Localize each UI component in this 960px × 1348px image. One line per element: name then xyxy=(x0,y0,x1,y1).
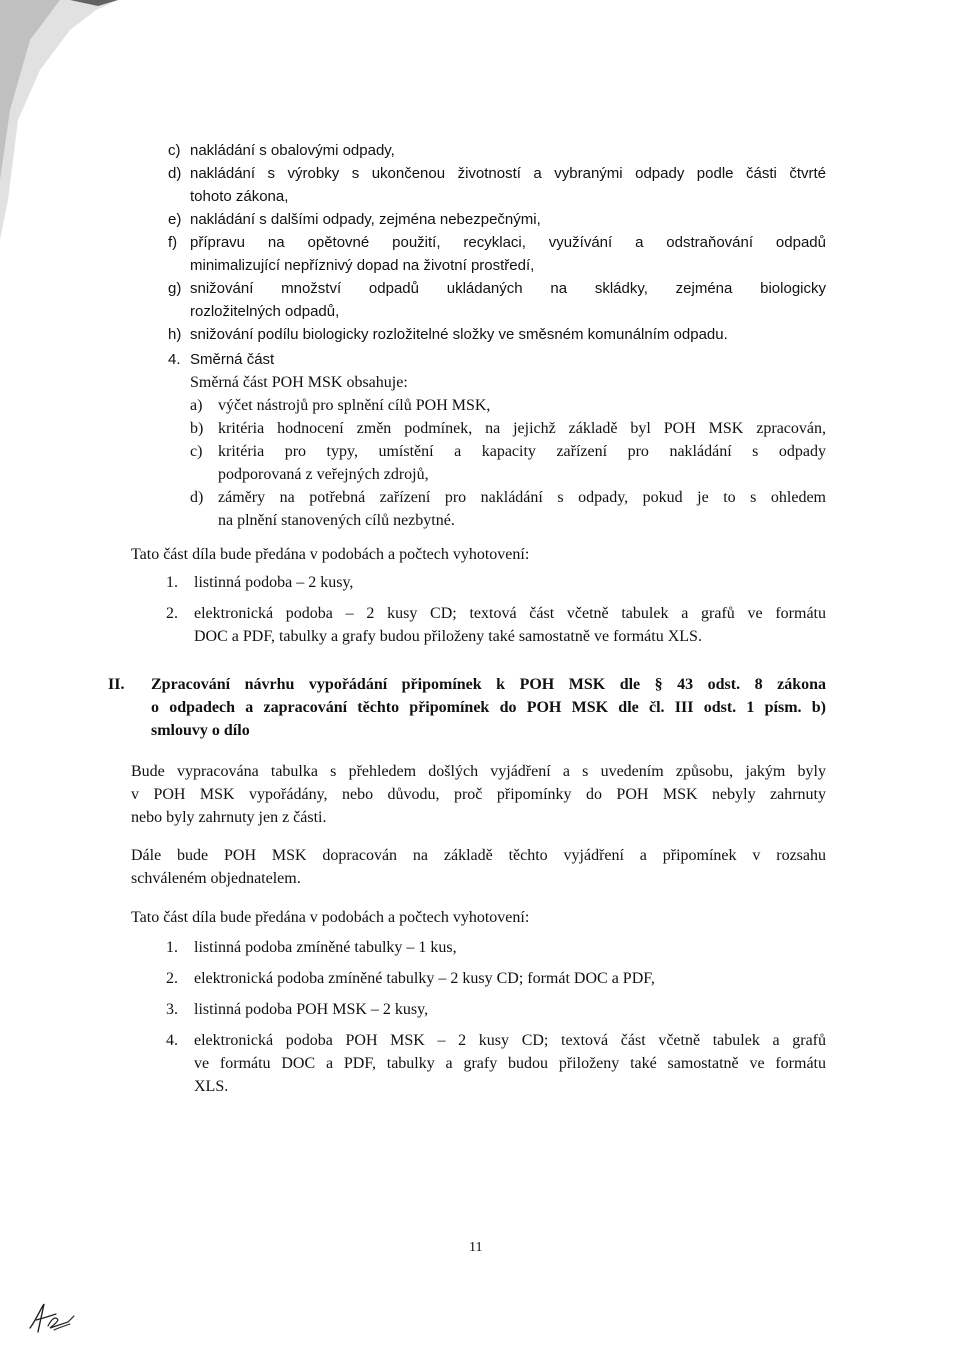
section-4-item-d-line2: na plnění stanovených cílů nezbytné. xyxy=(218,512,455,529)
section-2-para1-line3: nebo byly zahrnuty jen z části. xyxy=(131,809,327,826)
delivery-2-item-2: elektronická podoba zmíněné tabulky – 2 kusy CD; formát DOC a PDF, xyxy=(194,970,655,987)
delivery-2-item-4-line3: XLS. xyxy=(194,1078,229,1095)
delivery-2-mark-1: 1. xyxy=(166,939,178,956)
section-2-number: II. xyxy=(108,676,125,693)
delivery-2-intro: Tato část díla bude předána v podobách a počtech vyhotovení: xyxy=(131,909,530,926)
section-4-intro: Směrná část POH MSK obsahuje: xyxy=(190,374,408,391)
list-mark-d: d) xyxy=(168,165,182,182)
section-2-para2-line1: Dále bude POH MSK dopracován na základě těchto vyjádření a připomínek v rozsahu xyxy=(131,847,826,864)
delivery-1-mark-2: 2. xyxy=(166,605,178,622)
delivery-2-mark-3: 3. xyxy=(166,1001,178,1018)
list-item-f-line2: minimalizující nepříznivý dopad na životní prostředí, xyxy=(190,257,535,274)
page-number: 11 xyxy=(469,1240,483,1255)
list-item-e: nakládání s dalšími odpady, zejména nebezpečnými, xyxy=(190,211,541,228)
delivery-1-item-2-line2: DOC a PDF, tabulky a grafy budou přiloženy také samostatně ve formátu XLS. xyxy=(194,628,702,645)
section-4-mark-d: d) xyxy=(190,489,204,506)
section-2-para2-line2: schváleném objednatelem. xyxy=(131,870,301,887)
delivery-1-item-1: listinná podoba – 2 kusy, xyxy=(194,574,354,591)
delivery-2-item-4-line2: ve formátu DOC a PDF, tabulky a grafy budou přiloženy také samostatně ve formátu xyxy=(194,1055,826,1072)
section-2-para1-line1: Bude vypracována tabulka s přehledem došlých vyjádření a s uvedením způsobu, jakým byly xyxy=(131,763,826,780)
delivery-2-item-3: listinná podoba POH MSK – 2 kusy, xyxy=(194,1001,429,1018)
section-2-para1-line2: v POH MSK vypořádány, nebo důvodu, proč připomínky do POH MSK nebyly zahrnuty xyxy=(131,786,826,803)
delivery-2-mark-4: 4. xyxy=(166,1032,178,1049)
section-4-mark-a: a) xyxy=(190,397,203,414)
section-4-item-c-line1: kritéria pro typy, umístění a kapacity zařízení pro nakládání s odpady xyxy=(218,443,826,460)
list-item-f-line1: přípravu na opětovné použití, recyklaci, využívání a odstraňování odpadů xyxy=(190,234,826,251)
list-item-g-line2: rozložitelných odpadů, xyxy=(190,303,340,320)
section-4-title: Směrná část xyxy=(190,351,275,368)
section-4-mark-c: c) xyxy=(190,443,203,460)
delivery-2-item-4-line1: elektronická podoba POH MSK – 2 kusy CD; textová část včetně tabulek a grafů xyxy=(194,1032,826,1049)
list-item-c: nakládání s obalovými odpady, xyxy=(190,142,395,159)
scan-artifact xyxy=(0,0,120,240)
delivery-2-mark-2: 2. xyxy=(166,970,178,987)
section-2-heading-line3: smlouvy o dílo xyxy=(151,722,250,739)
delivery-1-item-2-line1: elektronická podoba – 2 kusy CD; textová část včetně tabulek a grafů ve formátu xyxy=(194,605,826,622)
section-4-item-c-line2: podporovaná z veřejných zdrojů, xyxy=(218,466,429,483)
delivery-1-mark-1: 1. xyxy=(166,574,178,591)
section-4-item-b: kritéria hodnocení změn podmínek, na jejichž základě byl POH MSK zpracován, xyxy=(218,420,826,437)
list-mark-f: f) xyxy=(168,234,178,251)
section-4-item-a: výčet nástrojů pro splnění cílů POH MSK, xyxy=(218,397,491,414)
list-mark-c: c) xyxy=(168,142,181,159)
signature-initials-icon xyxy=(26,1300,76,1336)
list-mark-h: h) xyxy=(168,326,182,343)
section-4-item-d-line1: záměry na potřebná zařízení pro nakládání s odpady, pokud je to s ohledem xyxy=(218,489,826,506)
section-4-number: 4. xyxy=(168,351,181,368)
section-2-heading-line2: o odpadech a zapracování těchto připomínek do POH MSK dle čl. III odst. 1 písm. b) xyxy=(151,699,826,716)
list-item-d-line2: tohoto zákona, xyxy=(190,188,289,205)
list-item-h: snižování podílu biologicky rozložitelné složky ve směsném komunálním odpadu. xyxy=(190,326,728,343)
list-item-d-line1: nakládání s výrobky s ukončenou životností a vybranými odpady podle části čtvrté xyxy=(190,165,826,182)
delivery-2-item-1: listinná podoba zmíněné tabulky – 1 kus, xyxy=(194,939,457,956)
section-4-mark-b: b) xyxy=(190,420,204,437)
list-mark-g: g) xyxy=(168,280,182,297)
section-2-heading-line1: Zpracování návrhu vypořádání připomínek k POH MSK dle § 43 odst. 8 zákona xyxy=(151,676,826,693)
list-mark-e: e) xyxy=(168,211,182,228)
list-item-g-line1: snižování množství odpadů ukládaných na skládky, zejména biologicky xyxy=(190,280,826,297)
delivery-1-intro: Tato část díla bude předána v podobách a počtech vyhotovení: xyxy=(131,546,530,563)
